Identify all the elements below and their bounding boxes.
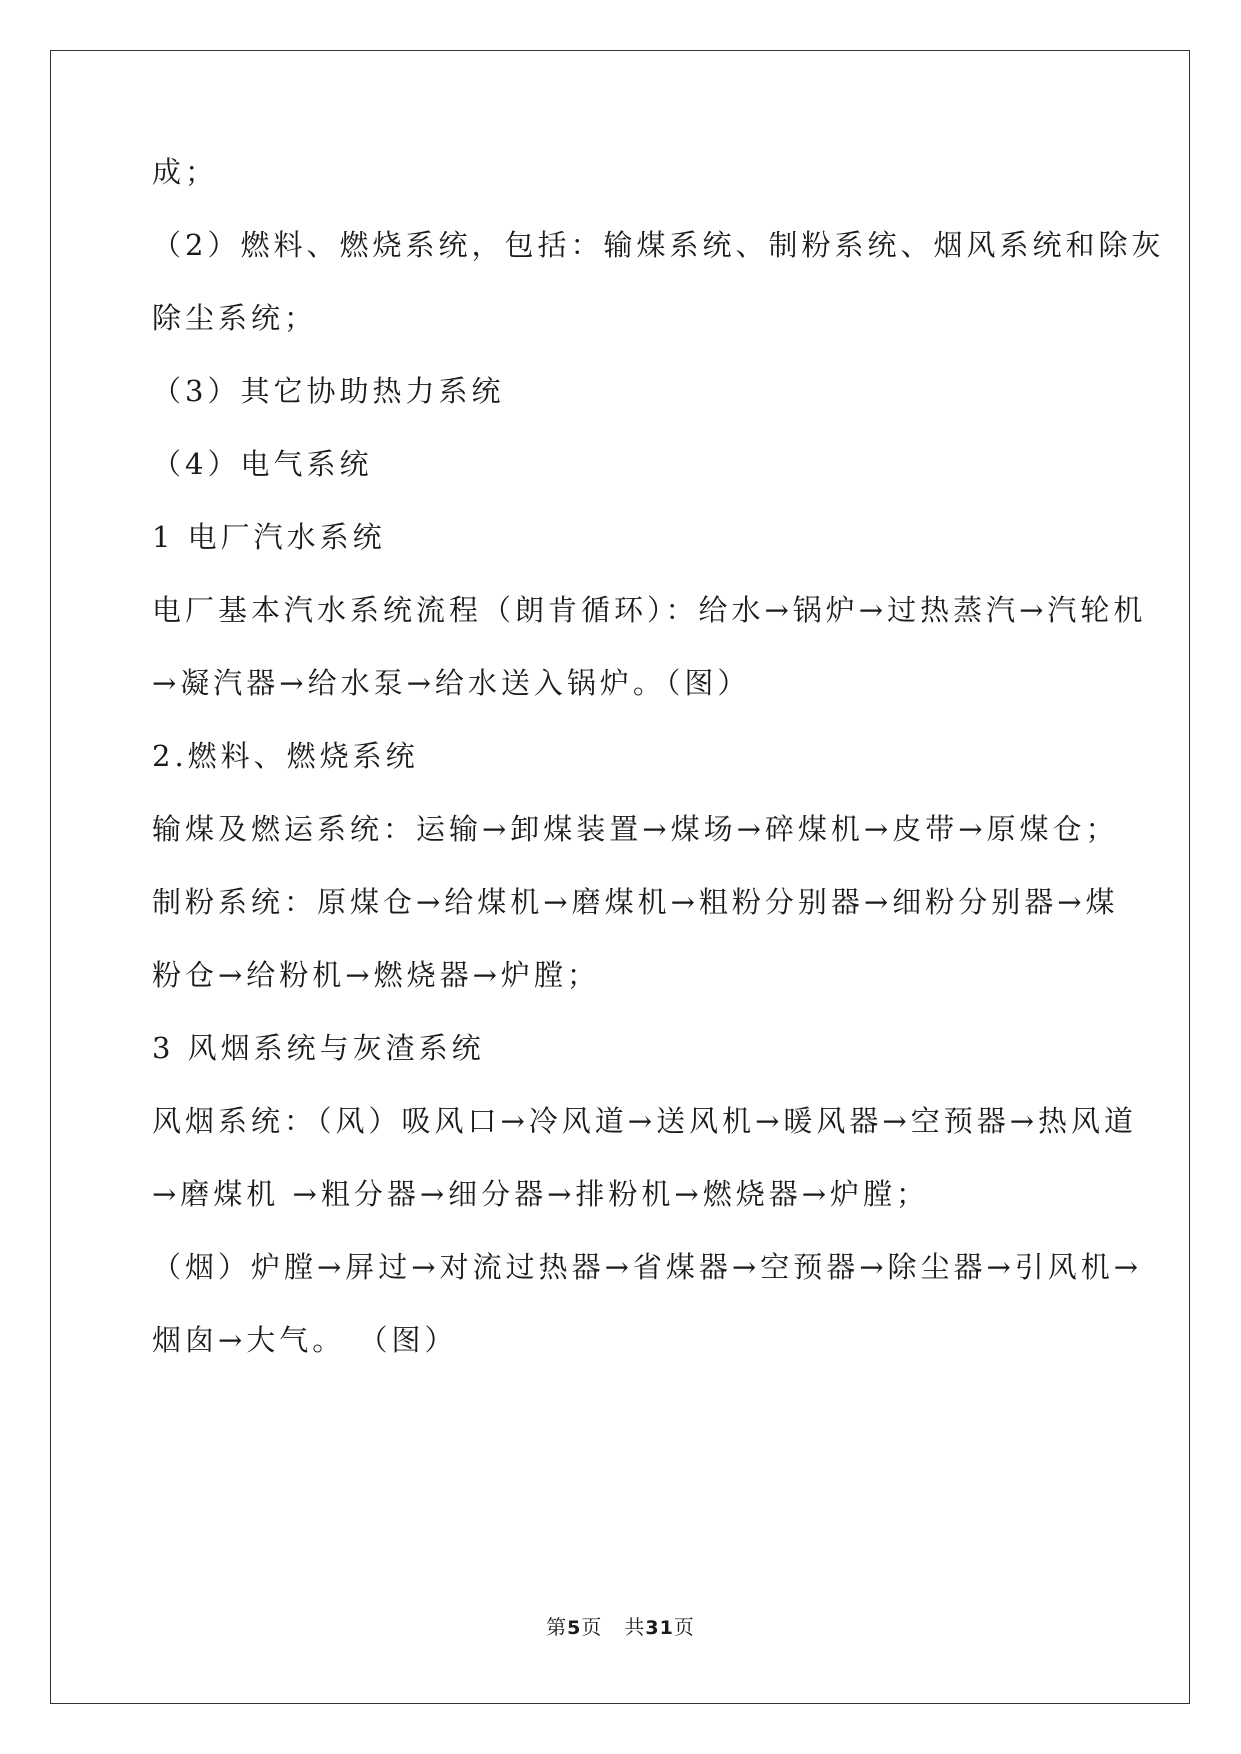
text-line: 粉仓→给粉机→燃烧器→炉膛； [152,958,600,992]
section-heading: 1 电厂汽水系统 [152,520,386,554]
page-suffix: 页 [581,1615,603,1639]
text-line: →凝汽器→给水泵→给水送入锅炉。（图） [152,666,751,700]
text-line: 电厂基本汽水系统流程（朗肯循环）：给水→锅炉→过热蒸汽→汽轮机 [152,593,1147,627]
section-heading: 3 风烟系统与灰渣系统 [152,1031,485,1065]
text-line: →磨煤机 →粗分器→细分器→排粉机→燃烧器→炉膛； [152,1177,930,1211]
total-prefix: 共 [624,1615,646,1639]
text-line: （4）电气系统 [152,447,373,481]
page-footer [0,1615,1241,1640]
section-heading: 2.燃料、燃烧系统 [152,739,419,773]
text-line: 除尘系统； [152,301,318,335]
text-line: 输煤及燃运系统：运输→卸煤装置→煤场→碎煤机→皮带→原煤仓； [152,812,1119,846]
text-line: （2）燃料、燃烧系统，包括：输煤系统、制粉系统、烟风系统和除灰 [152,228,1165,262]
total-page-number: 31 [645,1617,674,1639]
text-line: （3）其它协助热力系统 [152,374,505,408]
text-line: 成； [152,155,219,189]
page-prefix: 第 [546,1615,568,1639]
text-line: 制粉系统：原煤仓→给煤机→磨煤机→粗粉分别器→细粉分别器→煤 [152,885,1119,919]
text-line: 烟囱→大气。 （图） [152,1323,458,1357]
text-line: 风烟系统：（风）吸风口→冷风道→送风机→暖风器→空预器→热风道 [152,1104,1137,1138]
total-suffix: 页 [673,1615,695,1639]
current-page-number: 5 [567,1617,582,1639]
text-line: （烟）炉膛→屏过→对流过热器→省煤器→空预器→除尘器→引风机→ [152,1250,1143,1284]
